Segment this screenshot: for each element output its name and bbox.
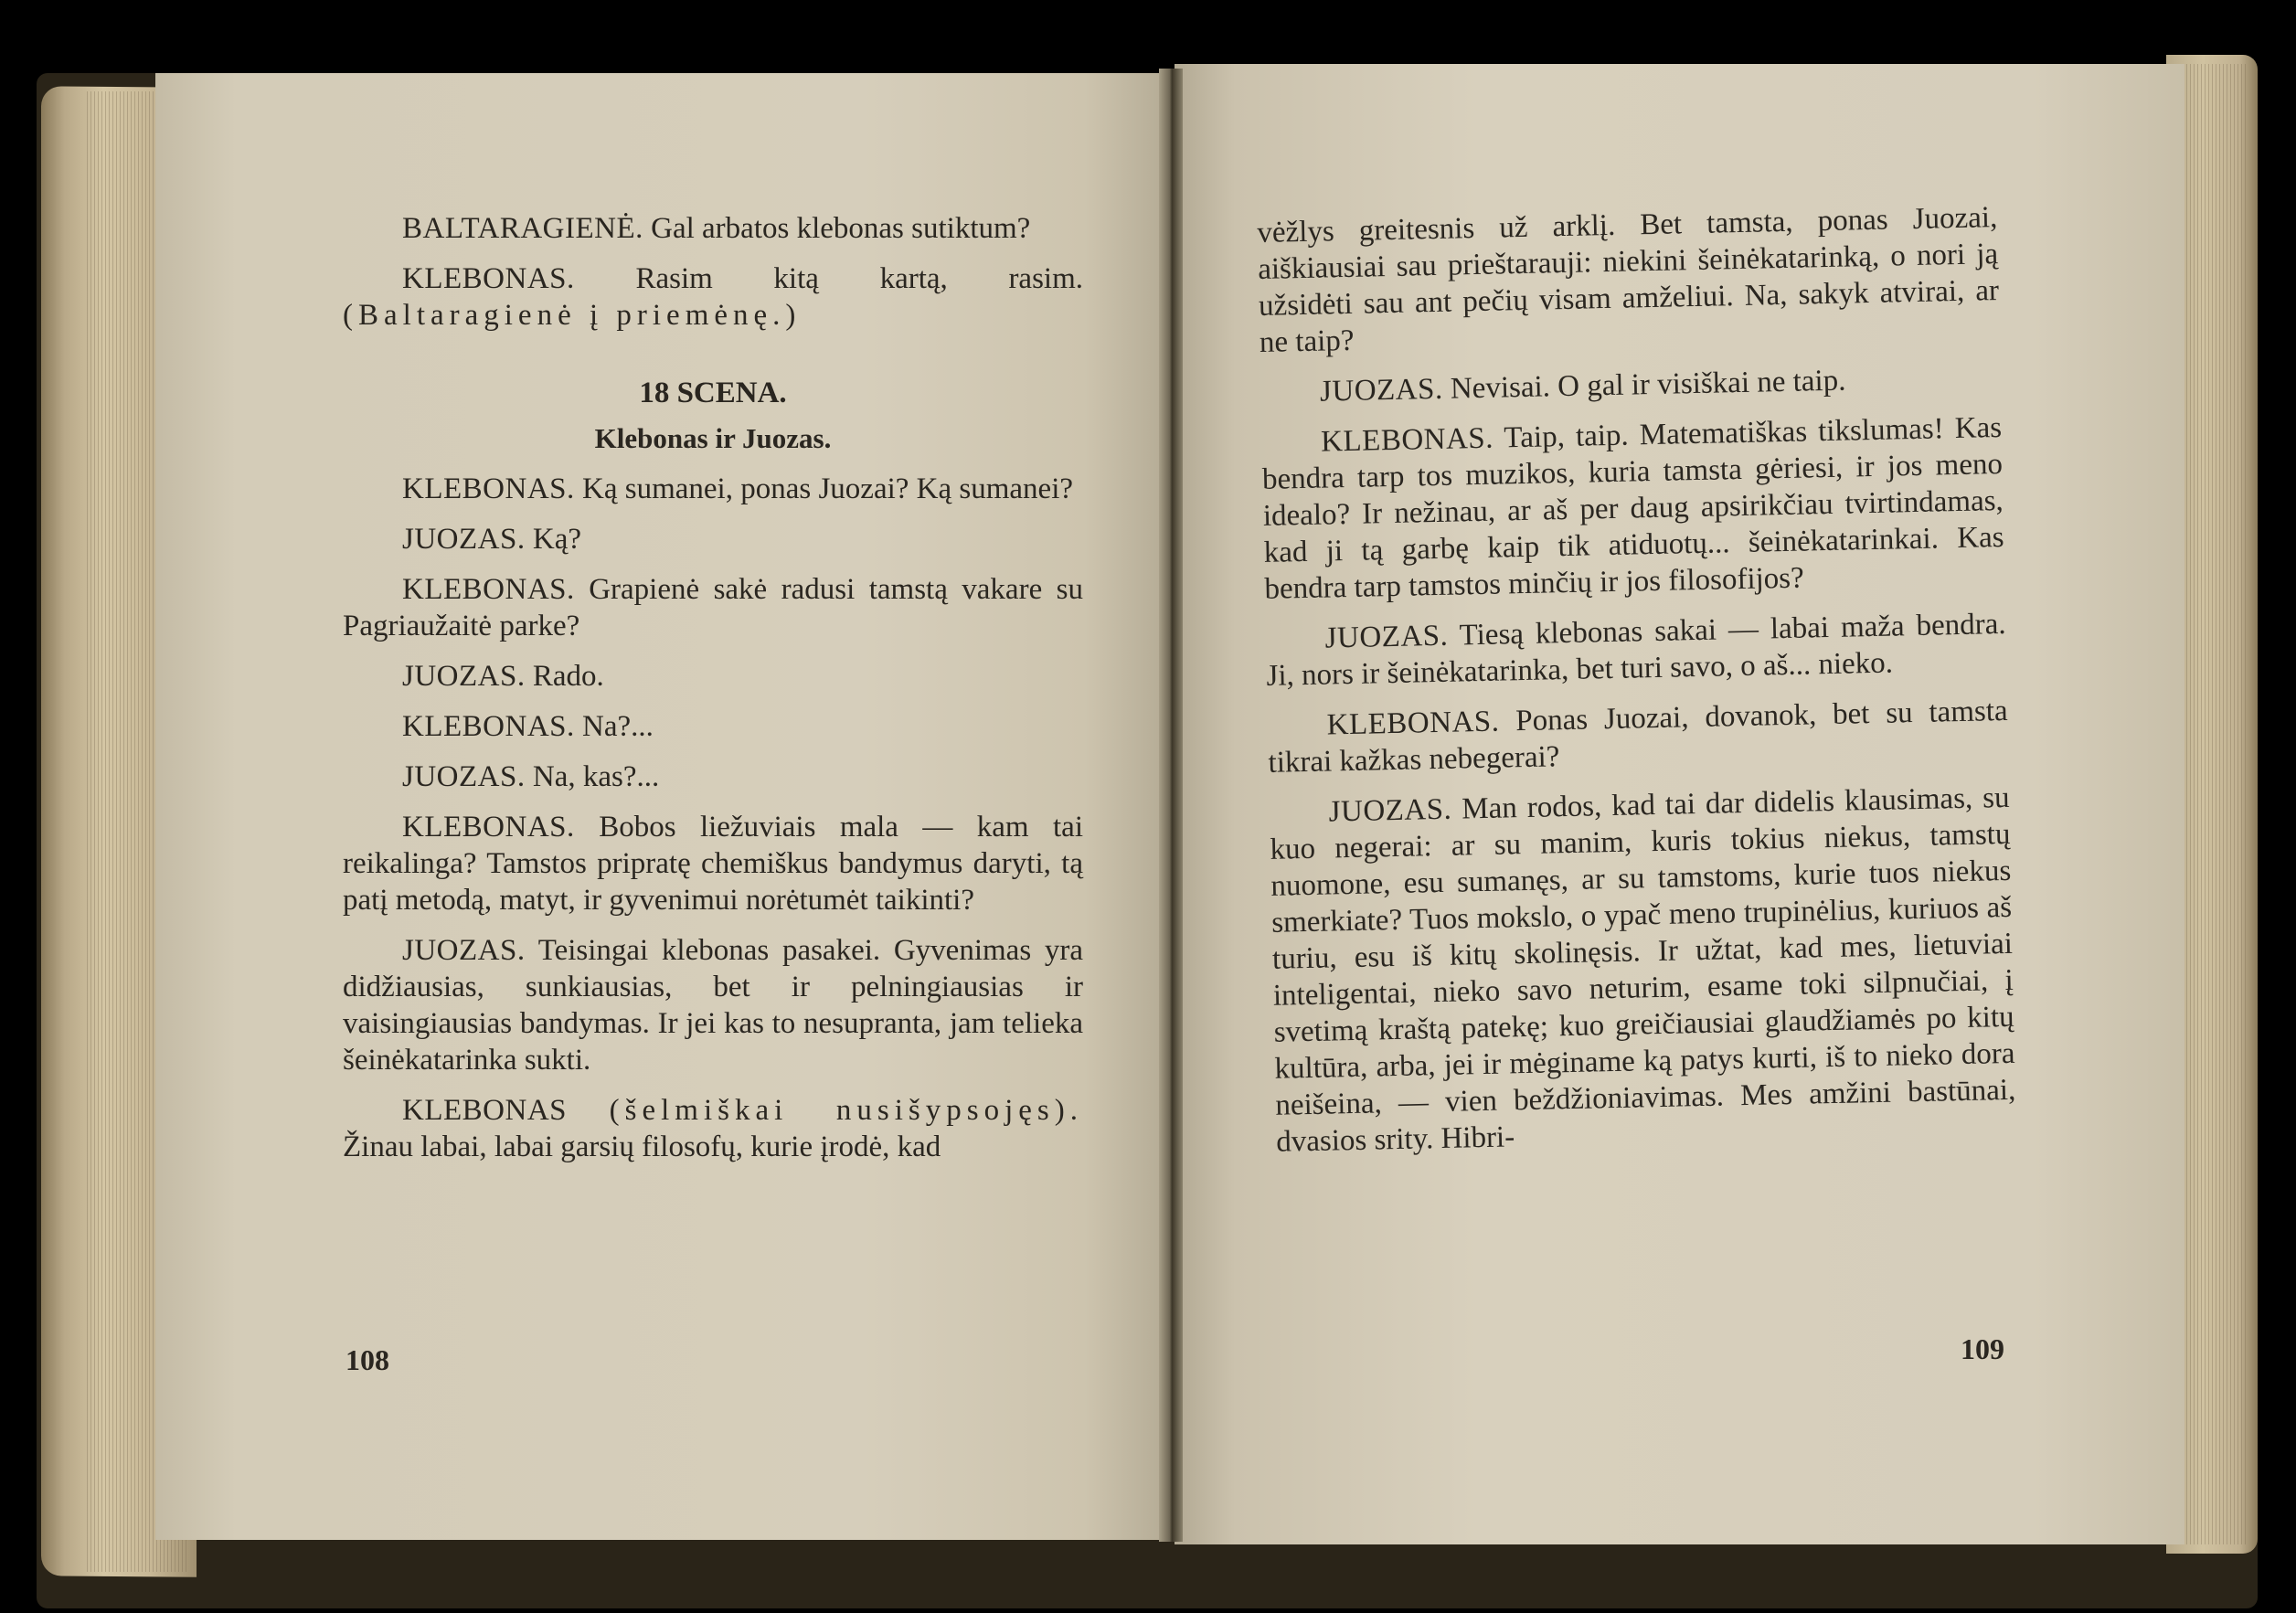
dialogue-paragraph [343, 932, 1083, 1078]
speaker-name: BALTARAGIENĖ. [402, 212, 643, 245]
continued-paragraph: vėžlys greitesnis už arklį. Bet tamsta, ponas Juozai, aiškiausiai sau prieštarauji: niekini šeinėkatarinką, o nori ją užsidėti sau ant pečių visam amželiui. Na, sakyk atvirai, ar ne taip? [1257, 201, 2000, 359]
dialogue-paragraph [343, 809, 1083, 918]
speaker-name: JUOZAS. [402, 760, 526, 793]
speaker-name: KLEBONAS. [1326, 705, 1500, 742]
dialogue-text: Ponas Juozai, dovanok, bet su tamsta tikrai kažkas nebegerai? [1268, 694, 2008, 780]
speaker-name: KLEBONAS. [402, 811, 575, 844]
dialogue-paragraph [1269, 780, 2016, 1161]
dialogue-text: Rado. [532, 660, 604, 693]
dialogue-text: Gal arbatos klebonas sutiktum? [651, 212, 1031, 245]
dialogue-paragraph [1267, 693, 2008, 781]
page-number-right: 109 [1961, 1332, 2004, 1365]
dialogue-text: Ką? [532, 523, 581, 556]
dialogue-paragraph [343, 210, 1083, 247]
speaker-name: JUOZAS. [1324, 619, 1449, 655]
dialogue-paragraph [1265, 606, 2006, 695]
dialogue-text: Na, kas?... [532, 760, 660, 793]
speaker-name: KLEBONAS. [402, 710, 575, 743]
dialogue-paragraph [343, 658, 1083, 695]
left-page-text [343, 210, 1083, 1179]
scene-title: 18 SCENA. [639, 377, 787, 409]
speaker-name: KLEBONAS. [402, 573, 575, 606]
dialogue-text: Ką sumanei, ponas Juozai? Ką sumanei? [582, 472, 1074, 505]
dialogue-text: Tiesą klebonas sakai — labai maža bendra. Ji, nors ir šeinėkatarinka, bet turi savo, o aš... nieko. [1266, 607, 2006, 693]
dialogue-text: Teisingai klebonas pasakei. Gyvenimas yra didžiausias, sunkiausias, bet ir pelningiausias ir vaisingiausias bandymas. Ir jei kas to nesupranta, jam telieka šeinėkatarinka sukti. [343, 934, 1084, 1077]
dialogue-text: Man rodos, kad tai dar didelis klausimas, su kuo negerai: ar su manim, kuris tokius niekus, tamstų nuomone, esu sumanęs, ar su tamstoms, kurie tuos niekus smerkiate? Tuos mokslo, o ypač meno trupinėlius, kuriuos aš turiu, esu iš kitų skolinęsis. Ir užtat, kad mes, lietuviai inteligentai, nieko savo neturim, esame toki silpnučiai, į svetimą kraštą patekę; kuo greičiausiai glaudžiamės po kitų kultūra, arba, jei ir mėginame ką patys kurti, iš to nieko dora neišeina, — vien beždžioniavimas. Mes amžini bastūnai, dvasios srity. Hibri- [1270, 780, 2016, 1159]
dialogue-paragraph [1261, 409, 2005, 608]
page-number-left: 108 [345, 1343, 389, 1376]
speaker-name: KLEBONAS. [402, 262, 575, 295]
dialogue-text: Na?... [582, 710, 654, 743]
book-gutter [1159, 69, 1183, 1542]
dialogue-paragraph [343, 471, 1083, 507]
dialogue-text: Žinau labai, labai garsių filosofų, kurie įrodė, kad [343, 1130, 941, 1163]
dialogue-paragraph [343, 521, 1083, 557]
dialogue-paragraph [343, 1092, 1083, 1165]
dialogue-text: Grapienė sakė radusi tamstą vakare su Pagriaužaitė parke? [343, 573, 1083, 642]
dialogue-text: Rasim kitą kartą, rasim. [635, 262, 1084, 295]
dialogue-paragraph [343, 708, 1083, 745]
dialogue-paragraph [1260, 359, 2002, 411]
speaker-name: KLEBONAS [402, 1094, 568, 1127]
right-page-stack-lines [2175, 64, 2248, 1544]
right-page-text [1257, 199, 2017, 1174]
speaker-name: JUOZAS. [1328, 792, 1452, 829]
dialogue-text: Nevisai. O gal ir visiškai ne taip. [1450, 364, 1846, 406]
speaker-name: JUOZAS. [402, 523, 526, 556]
dialogue-paragraph [343, 260, 1083, 334]
speaker-name: KLEBONAS. [1320, 421, 1494, 459]
speaker-name: JUOZAS. [1319, 372, 1444, 409]
speaker-name: JUOZAS. [402, 660, 526, 693]
dialogue-paragraph [343, 571, 1083, 644]
scene-subtitle: Klebonas ir Juozas. [594, 422, 832, 454]
dialogue-text: Bobos liežuviais mala — kam tai reikalinga? Tamstos pripratę chemiškus bandymus daryti, tą patį metodą, matyt, ir gyvenimui norėtumėt taikinti? [343, 811, 1083, 917]
dialogue-text: Taip, taip. Matematiškas tikslumas! Kas bendra tarp tos muzikos, kuria tamsta gėriesi, ir jos meno idealo? Ir nežinau, ar aš per daug apsirikčiau tvirtindamas, kad ji tą garbę kaip tik atiduotų... šeinėkatarinkai. Kas bendra tarp tamstos minčių ir jos filosofijos? [1261, 410, 2004, 606]
dialogue-paragraph [343, 759, 1083, 795]
speaker-name: JUOZAS. [402, 934, 526, 967]
stage-direction: (šelmiškai nusišypsojęs). [609, 1094, 1083, 1127]
speaker-name: KLEBONAS. [402, 472, 575, 505]
stage-direction: (Baltaragienė į priemėnę.) [343, 299, 802, 332]
